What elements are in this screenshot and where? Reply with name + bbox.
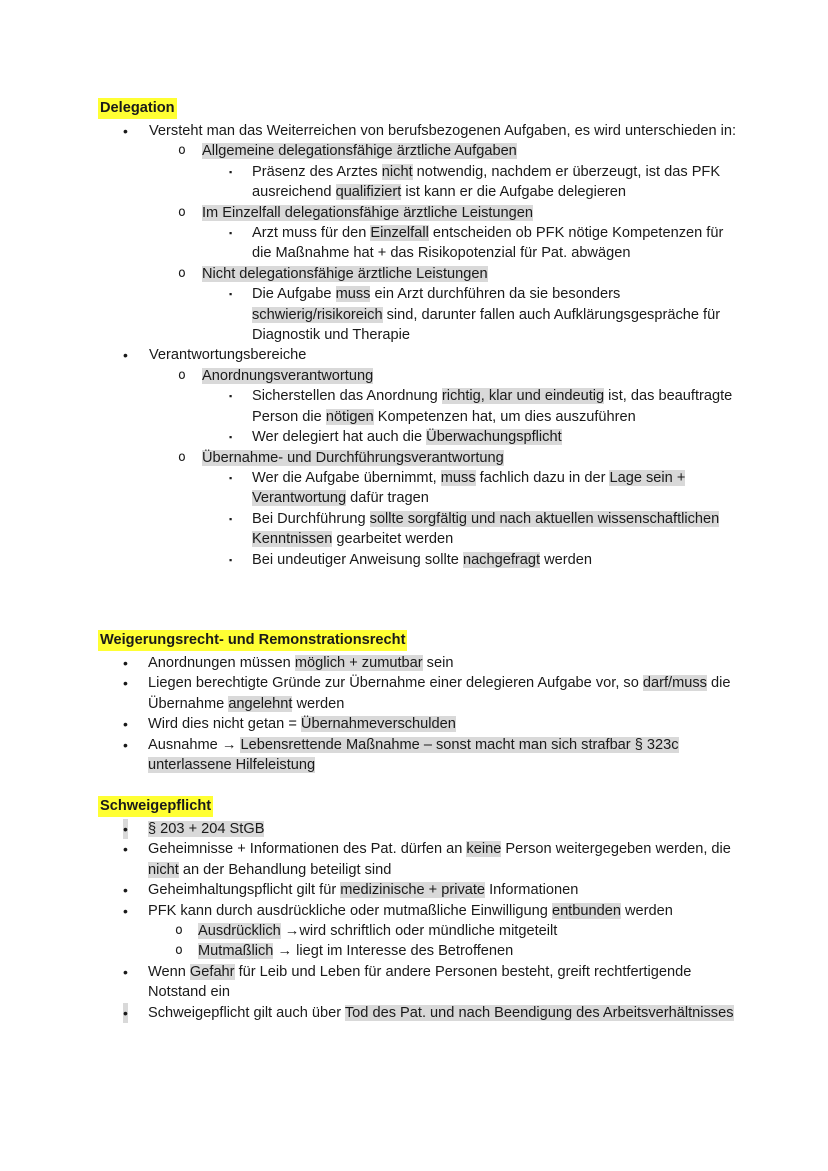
list-item: • Versteht man das Weiterreichen von berufsbezogenen Aufgaben, es wird unterschieden in: <box>98 121 738 141</box>
circle-marker: o <box>175 923 183 939</box>
list-item: ▪ Die Aufgabe muss ein Arzt durchführen da sie besonders schwierig/risikoreich sind, darunter fallen auch Aufklärungsgespräche für Diagnostik und Therapie <box>229 286 721 344</box>
bullet-marker: • <box>123 1003 128 1023</box>
bullet-marker: • <box>123 655 128 671</box>
bullet-marker: • <box>123 716 128 733</box>
list-item: ▪ Arzt muss für den Einzelfall entscheiden ob PFK nötige Kompetenzen für die Maßnahme hat + das Risikopotenzial für Pat. abwägen <box>229 225 724 262</box>
bullet-marker: • <box>123 675 128 692</box>
list-item: o Anordnungsverantwortung <box>98 366 738 386</box>
square-marker: ▪ <box>229 513 233 524</box>
bullet-marker: • <box>123 882 128 899</box>
list-item: • Ausnahme → Lebensrettende Maßnahme – sonst macht man sich strafbar § 323c unterlassene Hilfeleistung <box>123 736 679 774</box>
section-delegation <box>98 98 738 570</box>
section-weigerungsrecht <box>98 630 738 775</box>
bullet-marker: • <box>123 963 128 980</box>
square-marker: ▪ <box>229 472 233 483</box>
circle-marker: o <box>178 265 186 281</box>
list-item: • PFK kann durch ausdrückliche oder mutmaßliche Einwilligung entbunden werden <box>98 901 738 921</box>
list-item: ▪ Wer die Aufgabe übernimmt, muss fachlich dazu in der Lage sein + Verantwortung dafür tragen <box>229 469 686 507</box>
bullet-marker: • <box>123 841 128 858</box>
list-item: ▪ Wer delegiert hat auch die Überwachungspflicht <box>98 427 738 447</box>
list-item: o Im Einzelfall delegationsfähige ärztliche Leistungen <box>98 203 738 223</box>
arrow-right-icon: → <box>221 736 237 753</box>
circle-marker: o <box>178 449 186 465</box>
heading-schweigepflicht: Schweigepflicht <box>98 796 213 817</box>
bullet-marker: • <box>123 736 128 753</box>
square-marker: ▪ <box>229 554 233 565</box>
list-item: • Geheimnisse + Informationen des Pat. dürfen an keine Person weitergegeben werden, die nicht an der Behandlung beteiligt sind <box>123 841 731 878</box>
list-item: ▪ Sicherstellen das Anordnung richtig, klar und eindeutig ist, das beauftragte Person die nötigen Kompetenzen hat, um dies auszuführen <box>229 388 733 425</box>
list-item: • Anordnungen müssen möglich + zumutbar sein <box>98 653 738 673</box>
list-item: ▪ Präsenz des Arztes nicht notwendig, nachdem er überzeugt, ist das PFK ausreichend qualifiziert ist kann er die Aufgabe delegieren <box>229 163 721 201</box>
list-item: o Allgemeine delegationsfähige ärztliche Aufgaben <box>98 141 738 161</box>
list-item: ▪ Bei Durchführung sollte sorgfältig und nach aktuellen wissenschaftlichen Kenntnissen gearbeitet werden <box>229 510 720 548</box>
circle-marker: o <box>175 943 183 959</box>
square-marker: ▪ <box>229 432 233 443</box>
square-marker: ▪ <box>229 289 233 300</box>
bullet-marker: • <box>123 902 128 919</box>
section-schweigepflicht <box>98 796 738 1023</box>
list-item: ▪ Bei undeutiger Anweisung sollte nachgefragt werden <box>98 550 738 570</box>
bullet-marker: • <box>123 347 128 364</box>
heading-delegation: Delegation <box>98 98 177 119</box>
list-item: • Wenn Gefahr für Leib und Leben für andere Personen besteht, greift rechtfertigende Notstand ein <box>123 963 692 1001</box>
circle-marker: o <box>178 367 186 383</box>
bullet-marker: • <box>123 819 128 839</box>
bullet-marker: • <box>123 123 128 139</box>
list-item: • Geheimhaltungspflicht gilt für medizinische + private Informationen <box>98 880 738 900</box>
circle-marker: o <box>178 204 186 220</box>
list-item: o Mutmaßlich → liegt im Interesse des Betroffenen <box>98 941 738 961</box>
square-marker: ▪ <box>229 228 233 239</box>
circle-marker: o <box>178 143 186 159</box>
heading-weigerungsrecht: Weigerungsrecht- und Remonstrationsrecht <box>98 630 407 651</box>
list-item: • Verantwortungsbereiche <box>98 345 738 365</box>
list-item: o Übernahme- und Durchführungsverantwortung <box>98 448 738 468</box>
list-item: • Wird dies nicht getan = Übernahmeverschulden <box>98 714 738 734</box>
square-marker: ▪ <box>229 391 233 402</box>
list-item: • Schweigepflicht gilt auch über Tod des Pat. und nach Beendigung des Arbeitsverhältnisses <box>98 1003 738 1023</box>
list-item: • Liegen berechtigte Gründe zur Übernahme einer delegieren Aufgabe vor, so darf/muss die Übernahme angelehnt werden <box>123 675 731 712</box>
square-marker: ▪ <box>229 166 233 177</box>
list-item: • § 203 + 204 StGB <box>98 819 738 839</box>
list-item: o Ausdrücklich →wird schriftlich oder mündliche mitgeteilt <box>98 921 738 941</box>
list-item: o Nicht delegationsfähige ärztliche Leistungen <box>98 264 738 284</box>
